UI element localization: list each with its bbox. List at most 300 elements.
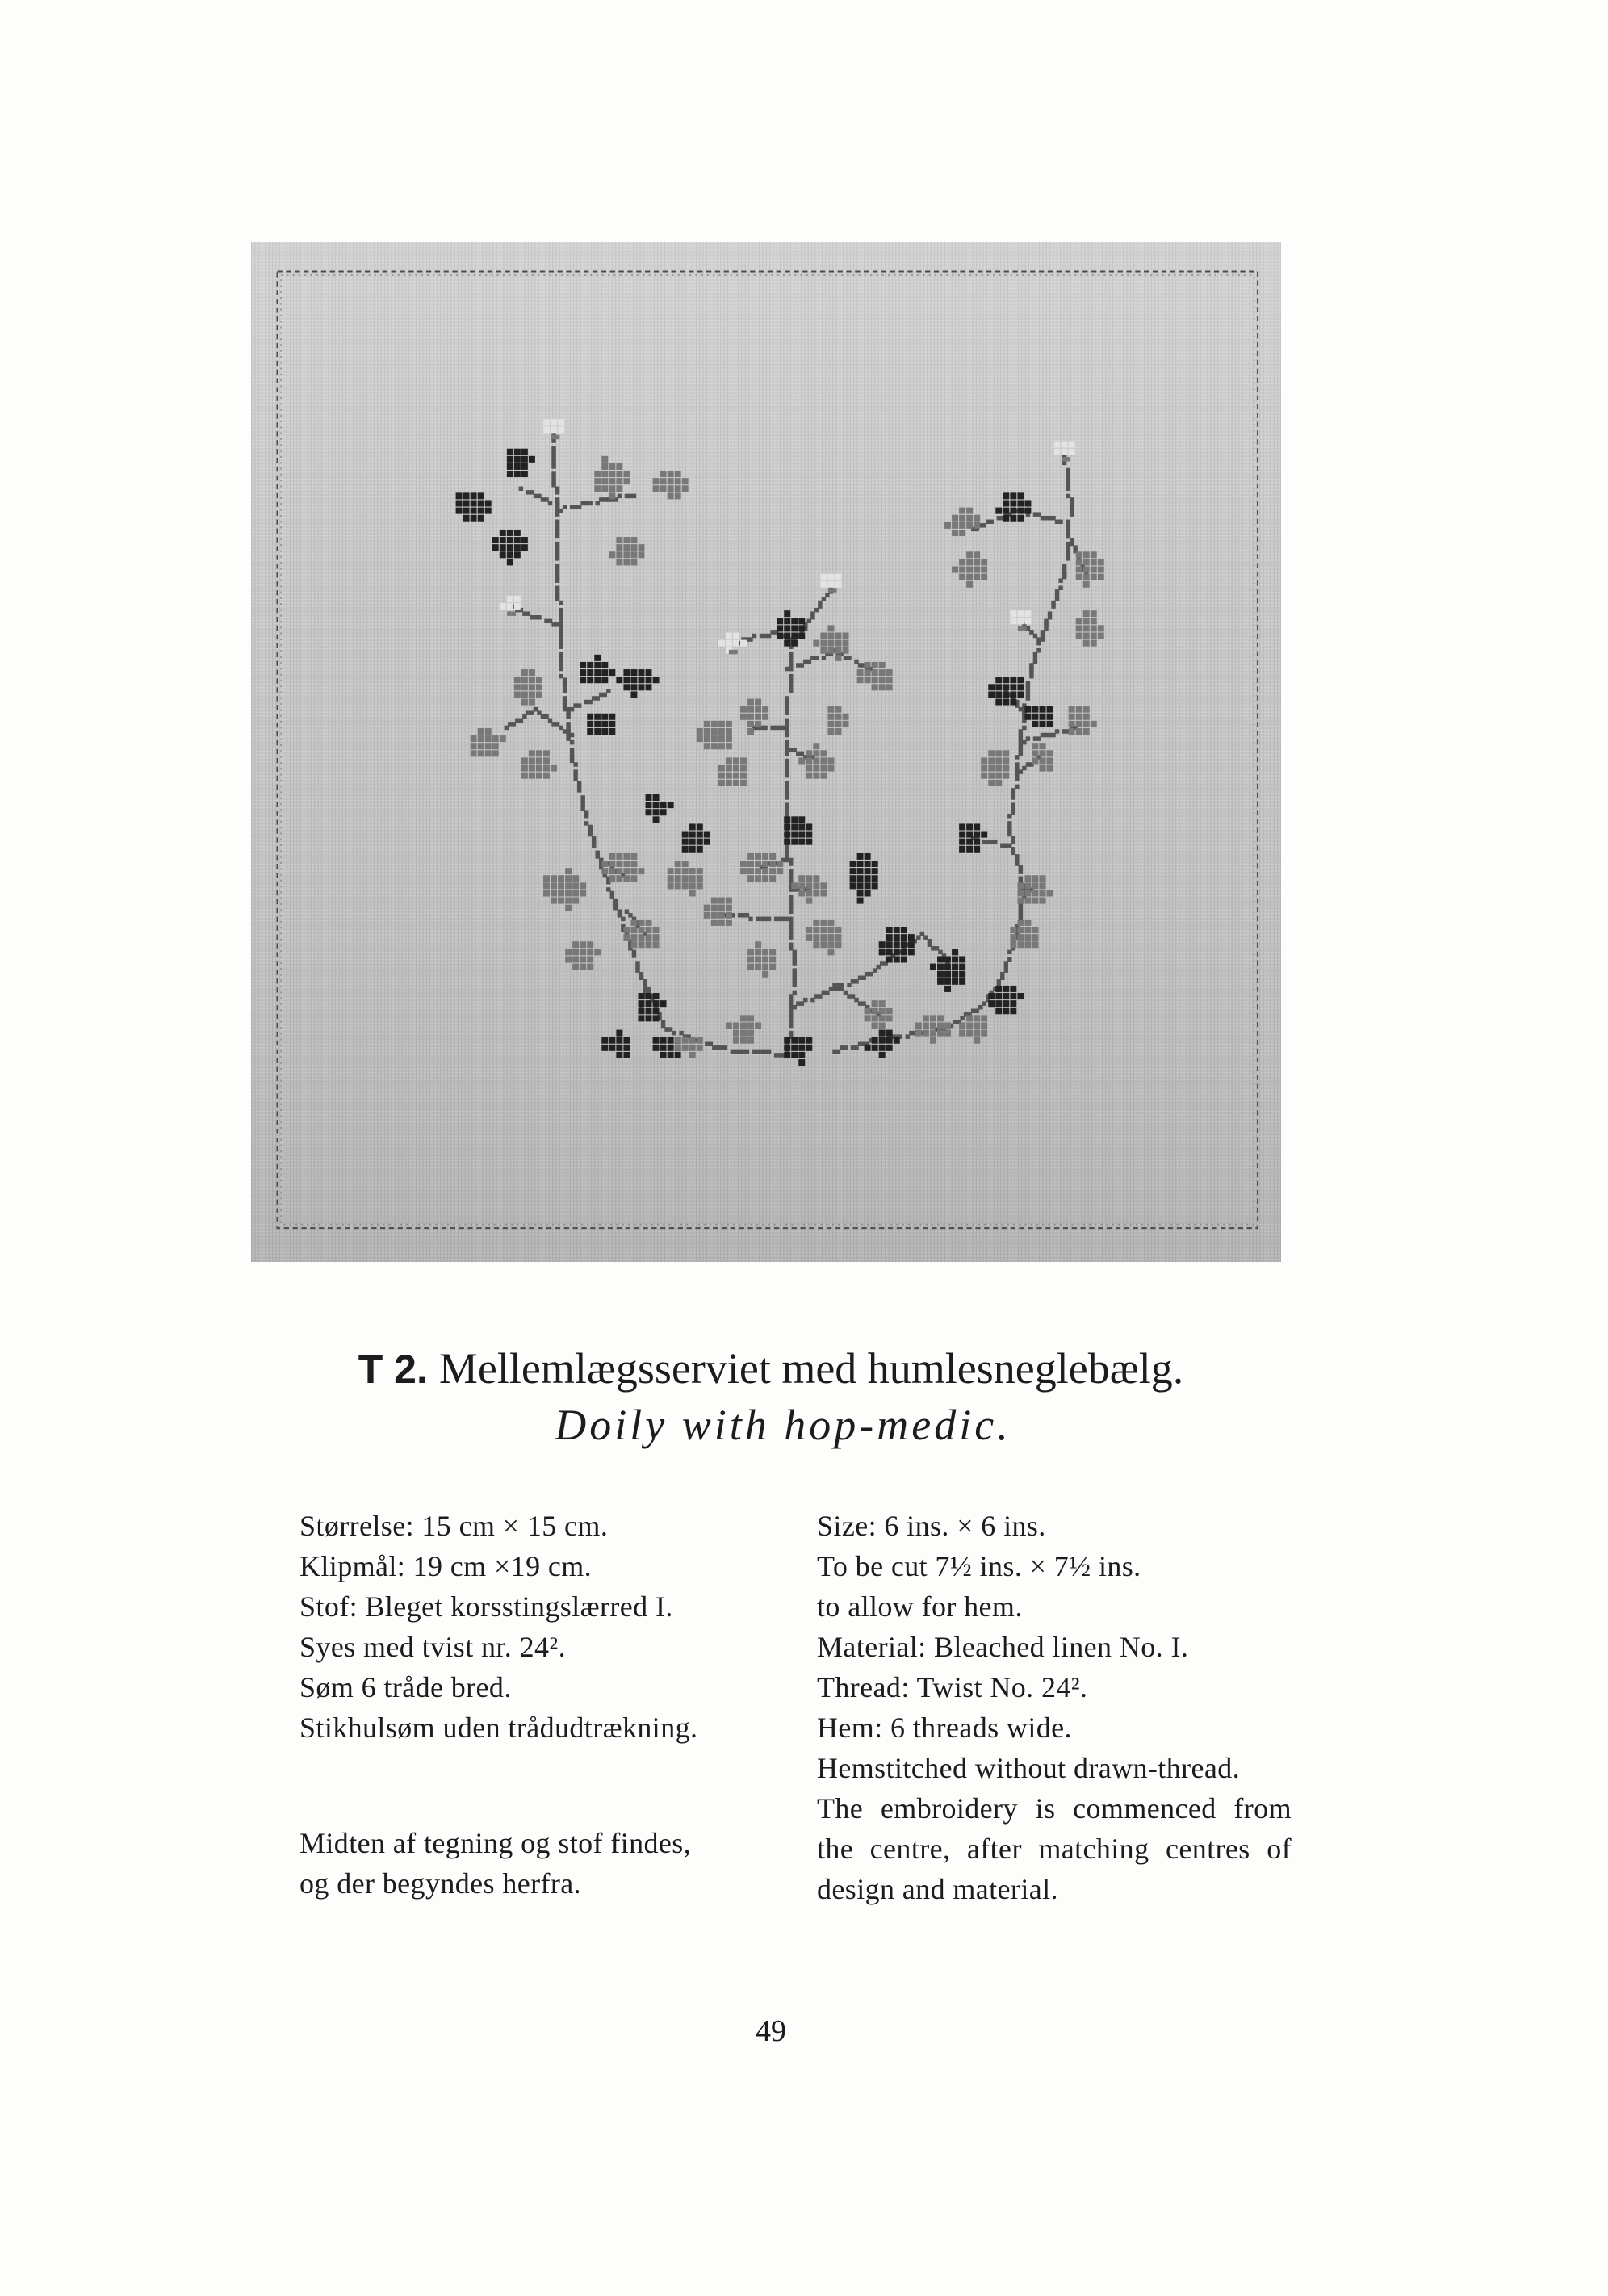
cross-stitch bbox=[1017, 941, 1024, 948]
cross-stitch bbox=[995, 684, 1002, 690]
cross-stitch bbox=[762, 853, 768, 860]
cross-stitch bbox=[966, 832, 973, 838]
cross-stitch bbox=[1062, 442, 1068, 448]
cross-stitch bbox=[704, 912, 710, 919]
cross-stitch bbox=[1098, 633, 1104, 639]
cross-stitch bbox=[835, 633, 841, 639]
cross-stitch bbox=[1083, 706, 1090, 713]
cross-stitch bbox=[785, 759, 789, 763]
cross-stitch bbox=[675, 861, 681, 867]
cross-stitch bbox=[653, 1037, 660, 1044]
cross-stitch bbox=[536, 773, 542, 779]
cross-stitch bbox=[529, 691, 535, 698]
cross-stitch bbox=[923, 1015, 929, 1021]
cross-stitch bbox=[865, 868, 871, 874]
cross-stitch bbox=[879, 1000, 886, 1007]
cross-stitch bbox=[843, 633, 849, 639]
cross-stitch bbox=[594, 677, 601, 683]
cross-stitch bbox=[774, 917, 778, 921]
cross-stitch bbox=[514, 544, 521, 551]
instruction-line: To be cut 7½ ins. × 7½ ins. bbox=[817, 1550, 1141, 1582]
cross-stitch bbox=[563, 689, 567, 693]
cross-stitch bbox=[784, 823, 790, 830]
cross-stitch bbox=[572, 898, 579, 904]
cross-stitch bbox=[777, 633, 783, 639]
cross-stitch bbox=[1083, 714, 1090, 720]
cross-stitch bbox=[1024, 920, 1031, 926]
cross-stitch bbox=[827, 941, 834, 948]
cross-stitch bbox=[572, 941, 579, 948]
cross-stitch bbox=[536, 757, 542, 764]
cross-stitch bbox=[937, 1022, 944, 1029]
cross-stitch bbox=[769, 861, 776, 867]
cross-stitch bbox=[798, 882, 805, 889]
cross-stitch bbox=[981, 1015, 987, 1021]
cross-stitch bbox=[536, 677, 542, 683]
cross-stitch bbox=[966, 1015, 973, 1021]
photo-shading bbox=[251, 242, 1281, 1262]
cross-stitch bbox=[923, 1022, 929, 1029]
cross-stitch bbox=[747, 706, 754, 713]
cross-stitch bbox=[959, 978, 965, 985]
cross-stitch bbox=[1033, 512, 1037, 516]
cross-stitch bbox=[668, 492, 674, 499]
cross-stitch bbox=[1010, 610, 1016, 617]
cross-stitch bbox=[835, 721, 841, 727]
cross-stitch bbox=[769, 949, 776, 955]
pattern-name-danish: Mellemlægsserviet med humlesneglebælg. bbox=[438, 1344, 1184, 1393]
cross-stitch bbox=[594, 949, 601, 955]
cross-stitch bbox=[660, 471, 667, 477]
instruction-line: The embroidery is commenced from bbox=[817, 1792, 1292, 1825]
cross-stitch bbox=[565, 956, 572, 962]
cross-stitch bbox=[820, 581, 827, 588]
cross-stitch bbox=[865, 890, 871, 896]
cross-stitch bbox=[471, 492, 477, 499]
cross-stitch bbox=[711, 728, 718, 735]
cross-stitch bbox=[1015, 785, 1019, 789]
cross-stitch bbox=[711, 743, 718, 749]
cross-stitch bbox=[820, 640, 827, 647]
cross-stitch bbox=[974, 823, 980, 830]
cross-stitch bbox=[718, 773, 725, 779]
cross-stitch bbox=[1010, 1008, 1016, 1014]
cross-stitch bbox=[784, 633, 790, 639]
cross-stitch bbox=[769, 964, 776, 970]
cross-stitch bbox=[660, 1045, 667, 1051]
cross-stitch bbox=[638, 669, 644, 676]
cross-stitch bbox=[726, 905, 732, 911]
cross-stitch bbox=[587, 662, 593, 668]
cross-stitch bbox=[1010, 927, 1016, 933]
cross-stitch bbox=[726, 633, 732, 639]
cross-stitch bbox=[682, 832, 689, 838]
cross-stitch bbox=[966, 559, 973, 565]
cross-stitch bbox=[601, 456, 608, 463]
cross-stitch bbox=[616, 478, 622, 484]
cross-stitch bbox=[886, 1045, 893, 1051]
cross-stitch bbox=[1047, 706, 1053, 713]
cross-stitch bbox=[653, 934, 660, 941]
cross-stitch bbox=[519, 487, 523, 491]
cross-stitch bbox=[769, 875, 776, 882]
cross-stitch bbox=[791, 1052, 798, 1058]
cross-stitch bbox=[966, 823, 973, 830]
cross-stitch bbox=[718, 905, 725, 911]
cross-stitch bbox=[820, 890, 827, 896]
cross-stitch bbox=[1076, 728, 1082, 735]
cross-stitch bbox=[1017, 492, 1024, 499]
cross-stitch bbox=[682, 839, 689, 845]
cross-stitch bbox=[646, 677, 652, 683]
cross-stitch bbox=[944, 522, 951, 529]
cross-stitch bbox=[1026, 681, 1030, 685]
cross-stitch bbox=[456, 492, 463, 499]
cross-stitch bbox=[981, 574, 987, 580]
cross-stitch bbox=[529, 757, 535, 764]
cross-stitch bbox=[584, 814, 588, 818]
cross-stitch bbox=[675, 478, 681, 484]
cross-stitch bbox=[952, 978, 958, 985]
cross-stitch bbox=[886, 677, 893, 683]
cross-stitch bbox=[733, 640, 739, 647]
cross-stitch bbox=[791, 1037, 798, 1044]
cross-stitch bbox=[835, 574, 841, 580]
cross-stitch bbox=[1003, 500, 1009, 506]
cross-stitch bbox=[609, 714, 615, 720]
cross-stitch bbox=[850, 882, 856, 889]
cross-stitch bbox=[1048, 611, 1052, 615]
cross-stitch bbox=[718, 640, 725, 647]
cross-stitch bbox=[653, 941, 660, 948]
cross-stitch bbox=[959, 832, 965, 838]
cross-stitch bbox=[529, 456, 535, 463]
cross-stitch bbox=[630, 551, 637, 558]
cross-stitch bbox=[952, 566, 958, 572]
cross-stitch bbox=[813, 920, 819, 926]
cross-stitch bbox=[806, 823, 812, 830]
cross-stitch bbox=[726, 640, 732, 647]
cross-stitch bbox=[616, 1037, 622, 1044]
cross-stitch bbox=[959, 530, 965, 536]
cross-stitch bbox=[623, 853, 630, 860]
cross-stitch bbox=[966, 566, 973, 572]
cross-stitch bbox=[587, 669, 593, 676]
cross-stitch bbox=[718, 898, 725, 904]
cross-stitch bbox=[572, 890, 579, 896]
cross-stitch bbox=[1062, 449, 1068, 455]
cross-stitch bbox=[827, 706, 834, 713]
cross-stitch bbox=[1019, 877, 1023, 881]
cross-stitch bbox=[959, 522, 965, 529]
cross-stitch bbox=[559, 601, 563, 605]
cross-stitch bbox=[828, 588, 832, 592]
cross-stitch bbox=[789, 895, 793, 899]
cross-stitch bbox=[507, 611, 511, 615]
pattern-name-english: Doily with hop-medic. bbox=[555, 1401, 1011, 1449]
cross-stitch bbox=[660, 1052, 667, 1058]
cross-stitch bbox=[492, 735, 499, 742]
cross-stitch bbox=[660, 809, 667, 815]
cross-stitch bbox=[689, 846, 696, 853]
cross-stitch bbox=[653, 677, 660, 683]
cross-stitch bbox=[820, 920, 827, 926]
cross-stitch bbox=[740, 780, 747, 786]
cross-stitch bbox=[814, 656, 819, 660]
cross-stitch bbox=[580, 890, 586, 896]
cross-stitch bbox=[865, 1045, 871, 1051]
cross-stitch bbox=[1017, 500, 1024, 506]
instruction-line: Material: Bleached linen No. I. bbox=[817, 1631, 1189, 1663]
cross-stitch bbox=[623, 551, 630, 558]
cross-stitch bbox=[646, 941, 652, 948]
cross-stitch bbox=[813, 934, 819, 941]
cross-stitch bbox=[616, 868, 622, 874]
cross-stitch bbox=[937, 964, 944, 970]
cross-stitch bbox=[901, 956, 907, 962]
cross-stitch bbox=[1017, 927, 1024, 933]
cross-stitch bbox=[798, 757, 805, 764]
cross-stitch bbox=[689, 1045, 696, 1051]
cross-stitch bbox=[1017, 882, 1024, 889]
cross-stitch bbox=[609, 1045, 615, 1051]
cross-stitch bbox=[668, 868, 674, 874]
cross-stitch bbox=[704, 735, 710, 742]
cross-stitch bbox=[974, 515, 980, 522]
cross-stitch bbox=[791, 618, 798, 624]
cross-stitch bbox=[1024, 890, 1031, 896]
cross-stitch bbox=[718, 920, 725, 926]
cross-stitch bbox=[974, 522, 980, 529]
cross-stitch bbox=[551, 426, 557, 433]
cross-stitch bbox=[1017, 618, 1024, 624]
cross-stitch bbox=[1003, 684, 1009, 690]
cross-stitch bbox=[507, 537, 513, 543]
cross-stitch bbox=[1010, 986, 1016, 992]
cross-stitch bbox=[609, 669, 615, 676]
cross-stitch bbox=[820, 934, 827, 941]
cross-stitch bbox=[1010, 1000, 1016, 1007]
cross-stitch bbox=[988, 684, 995, 690]
cross-stitch bbox=[785, 740, 789, 744]
cross-stitch bbox=[668, 875, 674, 882]
cross-stitch bbox=[886, 1015, 893, 1021]
cross-stitch bbox=[1083, 625, 1090, 631]
cross-stitch bbox=[740, 1037, 747, 1044]
cross-stitch bbox=[609, 875, 615, 882]
cross-stitch bbox=[711, 912, 718, 919]
cross-stitch bbox=[1040, 898, 1046, 904]
cross-stitch bbox=[740, 861, 747, 867]
cross-stitch bbox=[827, 721, 834, 727]
cross-stitch bbox=[646, 1000, 652, 1007]
cross-stitch bbox=[777, 868, 783, 874]
cross-stitch bbox=[1010, 684, 1016, 690]
cross-stitch bbox=[485, 728, 492, 735]
cross-stitch bbox=[623, 669, 630, 676]
cross-stitch bbox=[872, 1037, 878, 1044]
cross-stitch bbox=[668, 1045, 674, 1051]
cross-stitch bbox=[711, 898, 718, 904]
cross-stitch bbox=[471, 735, 477, 742]
cross-stitch bbox=[551, 765, 557, 772]
instruction-line: Stikhulsøm uden trådudtrækning. bbox=[299, 1712, 698, 1744]
cross-stitch bbox=[704, 832, 710, 838]
cross-stitch bbox=[755, 964, 761, 970]
cross-stitch bbox=[1076, 559, 1082, 565]
cross-stitch bbox=[646, 684, 652, 690]
cross-stitch bbox=[1062, 564, 1066, 568]
cross-stitch bbox=[959, 508, 965, 514]
cross-stitch bbox=[827, 920, 834, 926]
cross-stitch bbox=[711, 735, 718, 742]
cross-stitch bbox=[718, 780, 725, 786]
cross-stitch bbox=[601, 471, 608, 477]
cross-stitch bbox=[514, 530, 521, 536]
cross-stitch bbox=[551, 419, 557, 425]
cross-stitch bbox=[572, 964, 579, 970]
cross-stitch bbox=[966, 574, 973, 580]
cross-stitch bbox=[653, 1000, 660, 1007]
cross-stitch bbox=[879, 677, 886, 683]
cross-stitch bbox=[1047, 721, 1053, 727]
cross-stitch bbox=[580, 949, 586, 955]
cross-stitch bbox=[857, 875, 864, 882]
cross-stitch bbox=[1083, 581, 1090, 588]
cross-stitch bbox=[827, 581, 834, 588]
cross-stitch bbox=[565, 875, 572, 882]
cross-stitch bbox=[594, 721, 601, 727]
cross-stitch bbox=[747, 728, 754, 735]
cross-stitch bbox=[1036, 648, 1041, 652]
cross-stitch bbox=[500, 537, 506, 543]
cross-stitch bbox=[872, 1000, 878, 1007]
cross-stitch bbox=[500, 603, 506, 610]
cross-stitch bbox=[944, 956, 951, 962]
instruction-line: to allow for hem. bbox=[817, 1590, 1023, 1623]
cross-stitch bbox=[1024, 927, 1031, 933]
cross-stitch bbox=[521, 773, 528, 779]
cross-stitch bbox=[653, 1008, 660, 1014]
cross-stitch bbox=[982, 840, 986, 844]
cross-stitch bbox=[1076, 566, 1082, 572]
cross-stitch bbox=[551, 435, 555, 439]
cross-stitch bbox=[995, 699, 1002, 706]
cross-stitch bbox=[689, 890, 696, 896]
cross-stitch bbox=[835, 934, 841, 941]
cross-stitch bbox=[798, 832, 805, 838]
cross-stitch bbox=[594, 728, 601, 735]
cross-stitch bbox=[726, 920, 732, 926]
cross-stitch bbox=[463, 515, 470, 522]
cross-stitch bbox=[959, 559, 965, 565]
cross-stitch bbox=[798, 839, 805, 845]
cross-stitch bbox=[813, 890, 819, 896]
cross-stitch bbox=[733, 780, 739, 786]
cross-stitch bbox=[623, 1045, 630, 1051]
cross-stitch bbox=[930, 1030, 936, 1037]
cross-stitch bbox=[747, 853, 754, 860]
cross-stitch bbox=[616, 677, 622, 683]
cross-stitch bbox=[507, 471, 513, 477]
cross-stitch bbox=[559, 667, 563, 671]
cross-stitch bbox=[872, 868, 878, 874]
cross-stitch bbox=[981, 1030, 987, 1037]
cross-stitch bbox=[1024, 706, 1031, 713]
cross-stitch bbox=[1076, 625, 1082, 631]
cross-stitch bbox=[806, 927, 812, 933]
cross-stitch bbox=[1040, 714, 1046, 720]
cross-stitch bbox=[1003, 492, 1009, 499]
cross-stitch bbox=[1040, 890, 1046, 896]
cross-stitch bbox=[777, 625, 783, 631]
cross-stitch bbox=[789, 869, 793, 873]
cross-stitch bbox=[485, 750, 492, 756]
cross-stitch bbox=[558, 426, 564, 433]
cross-stitch bbox=[803, 998, 807, 1002]
cross-stitch bbox=[726, 780, 732, 786]
cross-stitch bbox=[789, 1031, 793, 1035]
cross-stitch bbox=[704, 839, 710, 845]
cross-stitch bbox=[577, 703, 581, 707]
cross-stitch bbox=[601, 662, 608, 668]
cross-stitch bbox=[471, 508, 477, 514]
cross-stitch bbox=[1003, 1000, 1009, 1007]
instruction-line: Syes med tvist nr. 24². bbox=[299, 1631, 567, 1663]
cross-stitch bbox=[820, 927, 827, 933]
cross-stitch bbox=[793, 991, 797, 995]
cross-stitch bbox=[747, 1022, 754, 1029]
cross-stitch bbox=[660, 1037, 667, 1044]
cross-stitch bbox=[514, 537, 521, 543]
cross-stitch bbox=[820, 773, 827, 779]
cross-stitch bbox=[865, 861, 871, 867]
cross-stitch bbox=[621, 917, 625, 921]
cross-stitch bbox=[630, 537, 637, 543]
cross-stitch bbox=[1076, 721, 1082, 727]
cross-stitch bbox=[704, 721, 710, 727]
cross-stitch bbox=[616, 485, 622, 492]
cross-stitch bbox=[798, 633, 805, 639]
cross-stitch bbox=[675, 471, 681, 477]
cross-stitch bbox=[813, 743, 819, 749]
instruction-line: Størrelse: 15 cm × 15 cm. bbox=[299, 1510, 609, 1542]
cross-stitch bbox=[791, 832, 798, 838]
cross-stitch bbox=[555, 501, 559, 505]
cross-stitch bbox=[879, 669, 886, 676]
cross-stitch bbox=[1003, 515, 1009, 522]
cross-stitch bbox=[1066, 457, 1070, 461]
cross-stitch bbox=[609, 463, 615, 470]
cross-stitch bbox=[1010, 699, 1016, 706]
cross-stitch bbox=[1040, 706, 1046, 713]
cross-stitch bbox=[872, 882, 878, 889]
cross-stitch bbox=[769, 853, 776, 860]
cross-stitch bbox=[623, 927, 630, 933]
cross-stitch bbox=[813, 927, 819, 933]
cross-stitch bbox=[529, 765, 535, 772]
cross-stitch bbox=[872, 684, 878, 690]
cross-stitch bbox=[879, 1037, 886, 1044]
cross-stitch bbox=[638, 551, 644, 558]
cross-stitch bbox=[747, 714, 754, 720]
cross-stitch bbox=[944, 978, 951, 985]
cross-stitch bbox=[959, 971, 965, 978]
cross-stitch bbox=[813, 882, 819, 889]
cross-stitch bbox=[901, 941, 907, 948]
english-instructions bbox=[817, 1506, 1292, 1909]
cross-stitch bbox=[521, 765, 528, 772]
